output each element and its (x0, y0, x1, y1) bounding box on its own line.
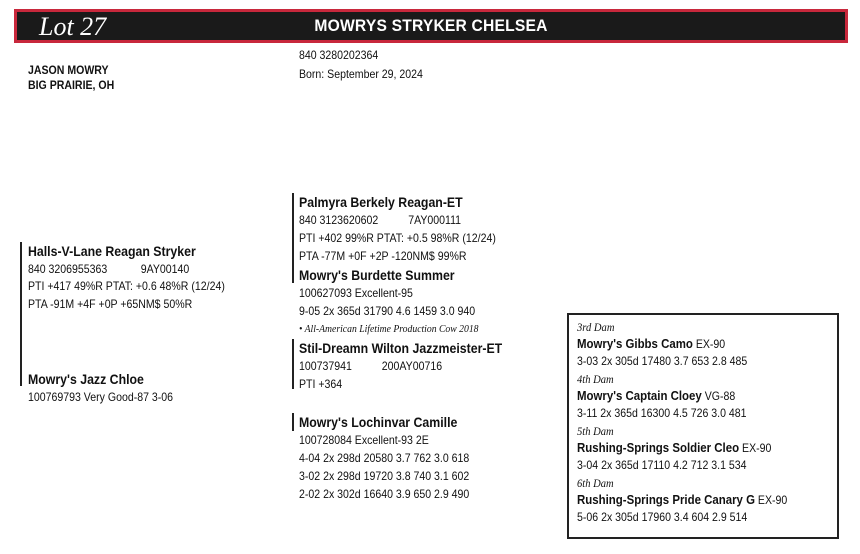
dam-generation-record: 3-04 2x 365d 17110 4.2 712 3.1 534 (577, 458, 747, 472)
dam-sire-name: Stil-Dreamn Wilton Jazzmeister-ET (299, 340, 503, 356)
dam-generation-label: 6th Dam (577, 476, 614, 490)
dam-generation-record: 3-03 2x 305d 17480 3.7 653 2.8 485 (577, 354, 748, 368)
dam-dam-record: 3-02 2x 298d 19720 3.8 740 3.1 602 (299, 469, 470, 483)
sire-dam-bracket (20, 242, 22, 386)
sire-sire-pti-line: PTI +402 99%R PTAT: +0.5 98%R (12/24) (299, 231, 496, 245)
consignor-name: JASON MOWRY (28, 63, 109, 77)
dam-generation-entry: Rushing-Springs Soldier Cleo EX-90 (577, 440, 772, 455)
dam-generation-label: 3rd Dam (577, 320, 615, 334)
lot-number: Lot 27 (39, 12, 107, 41)
dam-dam-record: 4-04 2x 298d 20580 3.7 762 3.0 618 (299, 451, 470, 465)
lot-header (14, 9, 848, 43)
sire-dam-info: 100627093 Excellent-95 (299, 286, 413, 300)
birth-date: Born: September 29, 2024 (299, 67, 423, 81)
sire-registration: 840 3206955363 9AY00140 (28, 262, 190, 276)
sire-sire-name: Palmyra Berkely Reagan-ET (299, 194, 463, 210)
sire-sire-registration: 840 3123620602 7AY000111 (299, 213, 462, 227)
registration-number: 840 3280202364 (299, 48, 379, 62)
dam-sire-registration: 100737941 200AY00716 (299, 359, 443, 373)
dam-generation-entry: Mowry's Captain Cloey VG-88 (577, 388, 736, 403)
dam-generation-label: 4th Dam (577, 372, 614, 386)
dam-dam-record: 2-02 2x 302d 16640 3.9 650 2.9 490 (299, 487, 470, 501)
dam-generation-label: 5th Dam (577, 424, 614, 438)
dam-sire-pti-line: PTI +364 (299, 377, 343, 391)
consignor-location: BIG PRAIRIE, OH (28, 78, 115, 92)
sire-pti-line: PTI +417 49%R PTAT: +0.6 48%R (12/24) (28, 279, 225, 293)
dam-dam-name: Mowry's Lochinvar Camille (299, 414, 458, 430)
dam-info: 100769793 Very Good-87 3-06 (28, 390, 174, 404)
sire-sire-pta-line: PTA -77M +0F +2P -120NM$ 99%R (299, 249, 467, 263)
dam-generation-record: 5-06 2x 305d 17960 3.4 604 2.9 514 (577, 510, 748, 524)
dam-name: Mowry's Jazz Chloe (28, 371, 144, 387)
sire-name: Halls-V-Lane Reagan Stryker (28, 243, 196, 259)
dam-sire-bracket (292, 339, 294, 389)
sire-dam-name: Mowry's Burdette Summer (299, 267, 455, 283)
sire-sire-bracket (292, 193, 294, 283)
dam-dam-bracket (292, 413, 294, 431)
sire-dam-record: 9-05 2x 365d 31790 4.6 1459 3.0 940 (299, 304, 476, 318)
sire-dam-award: • All-American Lifetime Production Cow 2018 (299, 323, 479, 335)
dam-generation-entry: Mowry's Gibbs Camo EX-90 (577, 336, 726, 351)
sire-pta-line: PTA -91M +4F +0P +65NM$ 50%R (28, 297, 193, 311)
dam-generation-record: 3-11 2x 365d 16300 4.5 726 3.0 481 (577, 406, 747, 420)
animal-name: MOWRYS STRYKER CHELSEA (314, 16, 548, 35)
dam-dam-info: 100728084 Excellent-93 2E (299, 433, 429, 447)
dam-generation-entry: Rushing-Springs Pride Canary G EX-90 (577, 492, 788, 507)
